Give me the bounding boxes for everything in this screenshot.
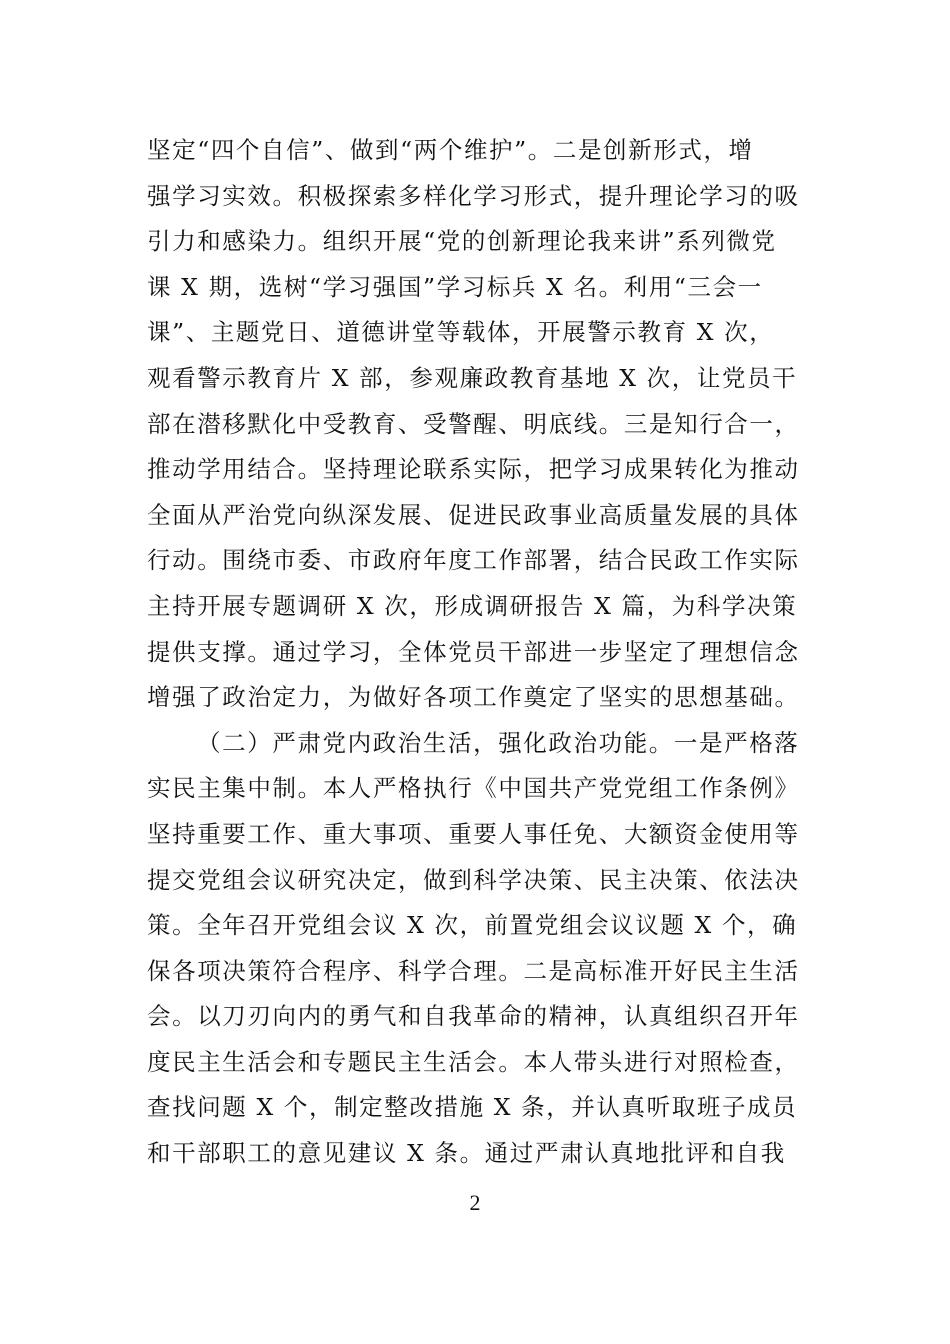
text-line: 查找问题 X 个，制定整改措施 X 条，并认真听取班子成员 <box>147 1093 798 1122</box>
text-line: 会。以刀刃向内的勇气和自我革命的精神，认真组织召开年 <box>147 1002 800 1031</box>
text-line: 全面从严治党向纵深发展、促进民政事业高质量发展的具体 <box>147 500 800 529</box>
text-line: 坚持重要工作、重大事项、重要人事任免、大额资金使用等 <box>147 819 800 848</box>
text-line: 提交党组会议研究决定，做到科学决策、民主决策、依法决 <box>147 865 800 894</box>
text-line: 行动。围绕市委、市政府年度工作部署，结合民政工作实际 <box>147 546 800 575</box>
text-line: 课”、主题党日、道德讲堂等载体，开展警示教育 X 次， <box>147 318 775 347</box>
body-text <box>147 128 812 1177</box>
text-line: 提供支撑。通过学习，全体党员干部进一步坚定了理想信念 <box>147 637 800 666</box>
text-line: 主持开展专题调研 X 次，形成调研报告 X 篇，为科学决策 <box>147 591 798 620</box>
section-heading-line: （二）严肃党内政治生活，强化政治功能。一是严格落 <box>197 728 800 757</box>
text-line: 引力和感染力。组织开展“党的创新理论我来讲”系列微党 <box>147 227 777 256</box>
page-number: 2 <box>469 1190 481 1215</box>
text-line: 课 X 期，选树“学习强国”学习标兵 X 名。利用“三会一 <box>147 272 763 301</box>
text-line: 增强了政治定力，为做好各项工作奠定了坚实的思想基础。 <box>147 683 800 712</box>
text-line: 度民主生活会和专题民主生活会。本人带头进行对照检查， <box>147 1047 800 1076</box>
text-line: 策。全年召开党组会议 X 次，前置党组会议议题 X 个，确 <box>147 911 798 940</box>
text-line: 坚定“四个自信”、做到“两个维护”。二是创新形式，增 <box>147 136 754 164</box>
text-line: 强学习实效。积极探索多样化学习形式，提升理论学习的吸 <box>147 181 800 210</box>
text-line: 观看警示教育片 X 部，参观廉政教育基地 X 次，让党员干 <box>147 363 798 392</box>
text-line: 实民主集中制。本人严格执行《中国共产党党组工作条例》 <box>147 774 800 803</box>
text-line: 推动学用结合。坚持理论联系实际，把学习成果转化为推动 <box>147 455 800 484</box>
text-line: 保各项决策符合程序、科学合理。二是高标准开好民主生活 <box>147 956 800 985</box>
text-line: 部在潜移默化中受教育、受警醒、明底线。三是知行合一， <box>147 409 800 438</box>
text-line: 和干部职工的意见建议 X 条。通过严肃认真地批评和自我 <box>147 1139 786 1168</box>
